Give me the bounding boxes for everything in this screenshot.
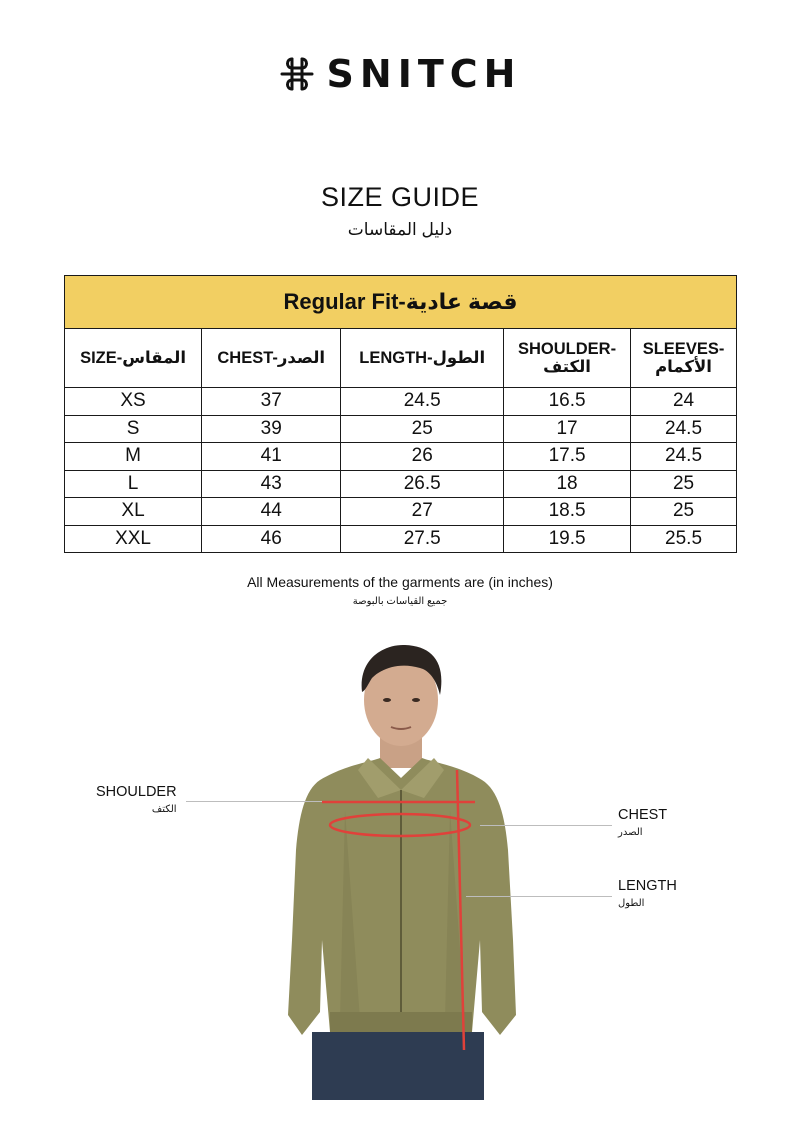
table-cell: 25.5 — [631, 525, 737, 553]
table-cell: XL — [65, 498, 202, 526]
column-header: SLEEVES- الأكمام — [631, 329, 737, 388]
table-cell: 24 — [631, 388, 737, 416]
size-table — [64, 275, 737, 553]
table-row — [65, 498, 737, 526]
length-label-text: LENGTH — [618, 878, 677, 894]
table-cell: 18.5 — [504, 498, 631, 526]
table-cell: 39 — [202, 415, 341, 443]
length-label-arabic: الطول — [618, 898, 645, 909]
snitch-logo-icon — [279, 56, 315, 92]
table-cell: 16.5 — [504, 388, 631, 416]
table-cell: 46 — [202, 525, 341, 553]
table-cell: 24.5 — [631, 415, 737, 443]
model-jacket-illustration — [250, 640, 550, 1100]
chest-label-arabic: الصدر — [618, 827, 643, 838]
chest-pointer-line — [480, 825, 612, 826]
table-cell: XS — [65, 388, 202, 416]
table-cell: 24.5 — [341, 388, 504, 416]
table-row — [65, 443, 737, 471]
table-cell: 24.5 — [631, 443, 737, 471]
table-row — [65, 388, 737, 416]
table-cell: 17 — [504, 415, 631, 443]
table-cell: 26.5 — [341, 470, 504, 498]
column-header: SIZE-المقاس — [65, 329, 202, 388]
table-cell: 27.5 — [341, 525, 504, 553]
shoulder-pointer-line — [186, 801, 322, 802]
chest-label — [618, 807, 667, 841]
page-title-arabic: دليل المقاسات — [347, 220, 453, 239]
shoulder-label-text: SHOULDER — [96, 784, 177, 800]
table-cell: 19.5 — [504, 525, 631, 553]
shoulder-label — [96, 784, 177, 818]
length-pointer-line — [466, 896, 612, 897]
shoulder-label-arabic: الكتف — [151, 804, 177, 815]
chest-label-text: CHEST — [618, 807, 668, 823]
table-cell: 25 — [631, 470, 737, 498]
table-cell: 43 — [202, 470, 341, 498]
table-cell: L — [65, 470, 202, 498]
table-cell: 25 — [631, 498, 737, 526]
table-cell: 25 — [341, 415, 504, 443]
column-header: SHOULDER- الكتف — [504, 329, 631, 388]
page-title: SIZE GUIDE — [320, 182, 480, 212]
table-cell: 26 — [341, 443, 504, 471]
table-cell: S — [65, 415, 202, 443]
length-label — [618, 878, 677, 912]
column-header: CHEST-الصدر — [202, 329, 341, 388]
table-row — [65, 470, 737, 498]
table-row — [65, 415, 737, 443]
table-cell: 37 — [202, 388, 341, 416]
table-cell: 27 — [341, 498, 504, 526]
table-cell: 18 — [504, 470, 631, 498]
brand-logo — [0, 52, 800, 96]
column-header: LENGTH-الطول — [341, 329, 504, 388]
fit-header: Regular Fit-قصة عادية — [65, 276, 737, 329]
column-header-row — [65, 329, 737, 388]
table-row — [65, 525, 737, 553]
measurement-note: All Measurements of the garments are (in inches) — [247, 574, 553, 590]
size-table-body — [65, 388, 737, 553]
brand-name: SNITCH — [326, 52, 522, 96]
table-cell: 41 — [202, 443, 341, 471]
table-cell: M — [65, 443, 202, 471]
table-cell: 17.5 — [504, 443, 631, 471]
measurement-note-arabic: جميع القياسات بالبوصة — [352, 596, 448, 607]
table-cell: 44 — [202, 498, 341, 526]
table-cell: XXL — [65, 525, 202, 553]
